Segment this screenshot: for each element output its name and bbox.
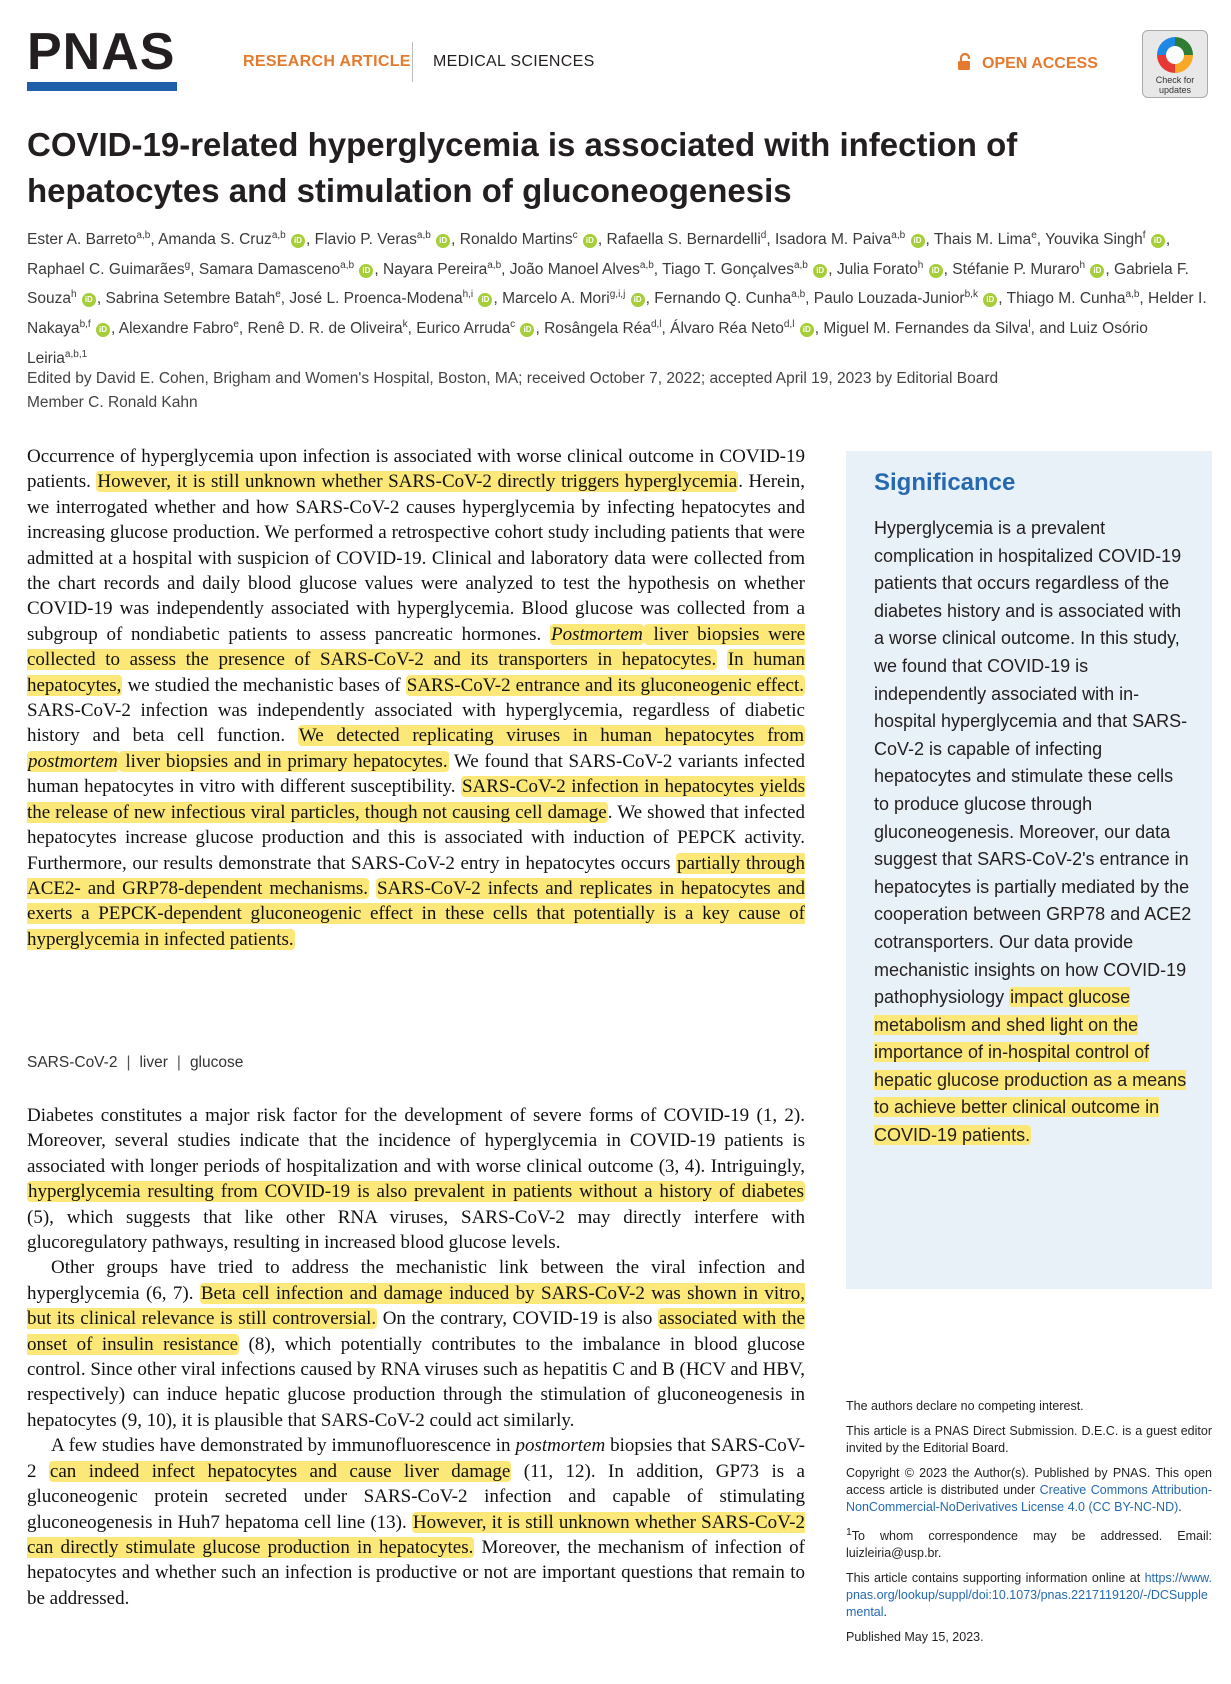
section-label[interactable]: MEDICAL SCIENCES: [433, 53, 595, 70]
highlighted-text: impact glucose metabolism and shed light on the importance of in-hospital control of hepatic glucose production as a means to achieve better clinical outcome in COVID-19 patients.: [874, 987, 1187, 1146]
text-run: [717, 649, 727, 670]
text-run: . Herein, we interrogated whether and how SARS-CoV-2 causes hyperglycemia by infecting hepatocytes and increasing glucose production. We performed a retrospective cohort study including patients that were admitted at a hospital with suspicion of COVID-19. Clinical and laboratory data were collected from the chart records and daily blood glucose values were analyzed to test the hypothesis on whether COVID-19 was independently associated with hyperglycemia. Blood glucose was collected from a subgroup of nondiabetic patients to assess pancreatic hormones.: [27, 471, 805, 645]
author-affiliation: l: [1028, 318, 1031, 330]
orcid-icon[interactable]: iD: [1090, 264, 1104, 278]
author-affiliation: c: [572, 230, 578, 241]
highlighted-text: SARS-CoV-2 infects and replicates in hepatocytes and exerts a PEPCK-dependent gluconeogenic effect in these cells that potentially is a key cause of hyperglycemia in infected patients.: [27, 877, 805, 950]
body-paragraph: [27, 1255, 805, 1433]
author-name[interactable]: Álvaro Réa Neto: [670, 320, 784, 338]
text-run: we studied the mechanistic bases of: [122, 674, 406, 696]
editorial-note: Edited by David E. Cohen, Brigham and Women's Hospital, Boston, MA; received October 7, 2022; accepted April 19, 2023 by Editorial Board Member C. Ronald Kahn: [27, 370, 999, 411]
orcid-icon[interactable]: iD: [96, 323, 110, 337]
author-name[interactable]: Youvika Singh: [1045, 231, 1143, 249]
article-title: COVID-19-related hyperglycemia is associated with infection of hepatocytes and stimulation of gluconeogenesis: [27, 126, 1018, 209]
author-name[interactable]: Miguel M. Fernandes da Silva: [823, 320, 1029, 338]
supplemental-link[interactable]: https://www.pnas.org/lookup/suppl/doi:10.1073/pnas.2217119120/-/DCSupplemental: [846, 1571, 1212, 1620]
author-name[interactable]: Samara Damasceno: [198, 260, 341, 278]
author-name[interactable]: Ester A. Barreto: [27, 231, 137, 249]
text-run: (5), which suggests that like other RNA viruses, SARS-CoV-2 may directly interfere with glucoregulatory pathways, resulting in increased blood glucose levels.: [27, 1206, 805, 1254]
author-affiliation: a,b: [791, 289, 806, 301]
orcid-icon[interactable]: iD: [82, 293, 96, 307]
author-name[interactable]: Nayara Pereira: [383, 260, 488, 278]
author-name[interactable]: Julia Forato: [836, 260, 918, 278]
keyword[interactable]: glucose: [189, 1054, 244, 1071]
author-name[interactable]: Gabriela F. Souza: [27, 260, 1189, 308]
highlighted-text: liver biopsies were collected to assess the presence of SARS-CoV-2 and its transporters in hepatocytes.: [27, 623, 805, 671]
author-affiliation: d,l: [783, 318, 795, 330]
abstract: [27, 444, 805, 952]
text-run: (8), which potentially contributes to the imbalance in blood glucose control. Since other viral infections caused by RNA viruses such as hepatitis C and B (HCV and HBV, respectively) can induce hepatic glucose production through the stimulation of gluconeogenesis in hepatocytes (9, 10), it is plausible that SARS-CoV-2 could act similarly.: [27, 1333, 805, 1431]
text-run: Hyperglycemia is a prevalent complication in hospitalized COVID-19 patients that occurs regardless of the diabetes history and is associated with a worse clinical outcome. In this study, we found that COVID-19 is independently associated with in-hospital hyperglycemia and that SARS-CoV-2 is capable of infecting hepatocytes and stimulate these cells to produce glucose through gluconeogenesis. Moreover, our data suggest that SARS-CoV-2's entrance in hepatocytes is partially mediated by the cooperation between GRP78 and ACE2 cotransporters. Our data provide mechanistic insights on how COVID-19 pathophysiology: [874, 518, 1192, 1008]
keyword[interactable]: SARS-CoV-2: [27, 1054, 118, 1071]
logo-underline: [27, 82, 177, 91]
open-access-label: OPEN ACCESS: [982, 55, 1098, 72]
author-affiliation: a,b: [891, 230, 906, 241]
check-updates-line1: Check for: [1155, 75, 1195, 85]
text-run: Diabetes constitutes a major risk factor for the development of severe forms of COVID-19 (1, 2). Moreover, several studies indicate that the incidence of hyperglycemia in COVID-19 patients is associated with longer periods of hospitalization and with worse clinical outcome (3, 4). Intriguingly,: [27, 1105, 805, 1177]
author-affiliation: a,b: [416, 230, 431, 241]
author-affiliation: f: [1142, 230, 1146, 241]
author-name[interactable]: Marcelo A. Mori: [502, 290, 610, 308]
orcid-icon[interactable]: iD: [631, 293, 645, 307]
correspondence-note: $^1$To whom correspondence may be addressed. Email: luizleiria@usp.br.: [846, 1527, 1212, 1561]
author-affiliation: h: [70, 289, 77, 301]
author-list: Ester A. Barreto$^{a,b}$, Amanda S. Cruz$^{a,b}$ iD , Flavio P. Veras$^{a,b}$ iD , Ronaldo Martins$^c$ iD , Rafaella S. Bernardelli$^d$, Isadora M. Paiva$^{a,b}$ iD , Thais M. Lima$^e$, Youvika Singh$^f$ iD , Raphael C. Guimarães$^g$, Samara Damasceno$^{a,b}$ iD , Nayara Pereira$^{a,b}$, João Manoel Alves$^{a,b}$, Tiago T. Gonçalves$^{a,b}$ iD , Julia Forato$^h$ iD , Stéfanie P. Muraro$^h$ iD , Gabriela F. Souza$^h$ iD , Sabrina Setembre Batah$^e$, José L. Proenca-Modena$^{h,i}$ iD , Marcelo A. Mori$^{g,i,j}$ iD , Fernando Q. Cunha$^{a,b}$, Paulo Louzada-Junior$^{b,k}$ iD , Thiago M. Cunha$^{a,b}$, Helder I. Nakaya$^{b,f}$ iD , Alexandre Fabro$^e$, Renê D. R. de Oliveira$^k$, Eurico Arruda$^c$ iD , Rosângela Réa$^{d,l}$, Álvaro Réa Neto$^{d,l}$ iD , Miguel M. Fernandes da Silva$^l$, and Luiz Osório Leiria$^{a,b,1}$: [27, 230, 1207, 367]
highlighted-text: partially through ACE2- and GRP78-dependent mechanisms.: [27, 852, 805, 899]
author-name[interactable]: Fernando Q. Cunha: [654, 290, 792, 308]
author-name[interactable]: Tiago T. Gonçalves: [662, 260, 794, 278]
text-run: Moreover, the mechanism of infection of hepatocytes and whether such an infection is productive or not are important questions that remain to be addressed.: [27, 1536, 805, 1609]
orcid-icon[interactable]: iD: [800, 323, 814, 337]
text-run: [369, 878, 376, 899]
text-run: . We showed that infected hepatocytes increase glucose production and this is associated with induction of PEPCK activity. Furthermore, our results demonstrate that SARS-CoV-2 entry in hepatocytes occurs: [27, 801, 805, 874]
author-affiliation: g: [184, 259, 191, 271]
text-run: Other groups have tried to address the mechanistic link between the viral infection and hyperglycemia (6, 7).: [27, 1257, 805, 1304]
article-type[interactable]: RESEARCH ARTICLE: [243, 53, 411, 70]
author-affiliation: b,f: [79, 318, 91, 330]
text-run: Occurrence of hyperglycemia upon infection is associated with worse clinical outcome in COVID-19 patients.: [27, 446, 805, 493]
author-name[interactable]: Luiz Osório Leiria: [27, 320, 1148, 367]
check-updates-icon: [1157, 37, 1193, 73]
author-name[interactable]: Stéfanie P. Muraro: [952, 260, 1080, 278]
author-name[interactable]: José L. Proenca-Modena: [289, 290, 463, 308]
open-lock-icon: [956, 53, 974, 76]
check-for-updates-button[interactable]: [1142, 30, 1208, 98]
author-affiliation: d,l: [650, 318, 662, 330]
copyright-note: Copyright © 2023 the Author(s). Published by PNAS. This open access article is distributed under Creative Commons Attribution-NonCommercial-NoDerivatives License 4.0 (CC BY-NC-ND).: [846, 1466, 1213, 1514]
keyword[interactable]: liver: [139, 1054, 168, 1071]
author-name[interactable]: Flavio P. Veras: [314, 231, 417, 249]
orcid-icon[interactable]: iD: [583, 234, 597, 248]
author-affiliation: a,b: [136, 230, 151, 241]
text-run: SARS-CoV-2 infection was independently associated with hyperglycemia, regardless of diabetic history and beta cell function.: [27, 700, 805, 747]
author-name[interactable]: Isadora M. Paiva: [774, 231, 892, 249]
author-affiliation: k: [402, 318, 408, 330]
highlighted-text: associated with the onset of insulin resistance: [27, 1308, 805, 1355]
text-run: We found that SARS-CoV-2 variants infected human hepatocytes in vitro with different susceptibility.: [27, 750, 806, 798]
author-affiliation: h,i: [462, 289, 474, 301]
author-name[interactable]: Renê D. R. de Oliveira: [247, 320, 403, 338]
highlighted-text: However, it is still unknown whether SARS-CoV-2 can directly stimulate glucose production in hepatocytes.: [27, 1511, 805, 1558]
orcid-icon[interactable]: iD: [291, 234, 305, 248]
journal-name: PNAS: [27, 23, 176, 81]
author-name[interactable]: Alexandre Fabro: [118, 320, 234, 338]
author-name[interactable]: Thais M. Lima: [933, 231, 1032, 249]
author-affiliation: e: [275, 289, 281, 301]
author-name[interactable]: Thiago M. Cunha: [1006, 290, 1126, 308]
author-name[interactable]: Rosângela Réa: [544, 320, 651, 338]
author-name[interactable]: Rafaella S. Bernardelli: [606, 231, 761, 249]
author-name[interactable]: Amanda S. Cruz: [158, 231, 272, 249]
highlighted-text: Postmortem: [551, 623, 643, 645]
supporting-info-note: This article contains supporting information online at https://www.pnas.org/lookup/suppl/doi:10.1073/pnas.2217119120/-/DCSupplemental.: [846, 1571, 1212, 1620]
author-affiliation: d: [760, 230, 767, 241]
highlighted-text: SARS-CoV-2 entrance and its gluconeogenic effect.: [406, 674, 804, 696]
author-affiliation: h: [1079, 259, 1086, 271]
text-run: A few studies have demonstrated by immunofluorescence in: [51, 1435, 516, 1457]
header-divider: [412, 42, 413, 82]
orcid-icon[interactable]: iD: [359, 264, 373, 278]
highlighted-text: can indeed infect hepatocytes and cause liver damage: [49, 1460, 511, 1482]
orcid-icon[interactable]: iD: [929, 264, 943, 278]
highlighted-text: Beta cell infection and damage induced by SARS-CoV-2 was shown in vitro, but its clinical relevance is still controversial.: [27, 1282, 805, 1330]
check-updates-line2: updates: [1158, 85, 1192, 95]
author-affiliation: a,b: [1125, 289, 1140, 301]
author-affiliation: e: [1031, 230, 1037, 241]
text-run: biopsies that SARS-CoV-2: [27, 1435, 806, 1482]
license-link[interactable]: Creative Commons Attribution-NonCommercial-NoDerivatives License 4.0 (CC BY-NC-ND): [846, 1483, 1213, 1514]
significance-box: [846, 451, 1212, 1289]
orcid-icon[interactable]: iD: [911, 234, 925, 248]
author-name[interactable]: Paulo Louzada-Junior: [813, 290, 965, 308]
orcid-icon[interactable]: iD: [1151, 234, 1165, 248]
highlighted-text: We detected replicating viruses in human hepatocytes from: [298, 725, 804, 747]
author-name[interactable]: Ronaldo Martins: [459, 231, 573, 249]
author-affiliation: a,b,1: [64, 348, 88, 360]
author-affiliation: g,i,j: [609, 289, 626, 301]
orcid-icon[interactable]: iD: [983, 293, 997, 307]
author-affiliation: a,b: [639, 259, 654, 271]
author-affiliation: a,b: [271, 230, 286, 241]
highlighted-text: hyperglycemia resulting from COVID-19 is also prevalent in patients without a history of diabetes: [28, 1181, 804, 1203]
text-run: postmortem: [515, 1435, 606, 1457]
highlighted-text: However, it is still unknown whether SARS-CoV-2 directly triggers hyperglycemia: [97, 471, 738, 493]
highlighted-text: liver biopsies and in primary hepatocytes.: [119, 750, 448, 772]
highlighted-text: postmortem: [28, 750, 118, 772]
body-paragraph: [27, 1103, 805, 1255]
author-name[interactable]: João Manoel Alves: [509, 260, 640, 278]
author-affiliation: a,b: [487, 259, 502, 271]
author-name[interactable]: Helder I. Nakaya: [27, 290, 1207, 338]
significance-text: [874, 515, 1192, 1150]
author-name[interactable]: Sabrina Setembre Batah: [105, 290, 276, 308]
highlighted-text: In human hepatocytes,: [27, 649, 806, 696]
text-run: (11, 12). In addition, GP73 is a gluconeogenic protein secreted under SARS-CoV-2 infection and capable of stimulating gluconeogenesis in Huh7 hepatoma cell line (13).: [27, 1460, 805, 1533]
direct-submission-note: This article is a PNAS Direct Submission. D.E.C. is a guest editor invited by the Editorial Board.: [846, 1424, 1212, 1455]
author-affiliation: b,k: [964, 289, 978, 301]
author-affiliation: e: [233, 318, 239, 330]
open-access-badge: [956, 53, 1098, 76]
pnas-logo[interactable]: [27, 23, 179, 91]
highlighted-text: SARS-CoV-2 infection in hepatocytes yields the release of new infectious viral particles, though not causing cell damage: [27, 776, 805, 823]
published-date: Published May 15, 2023.: [846, 1630, 984, 1645]
orcid-icon[interactable]: iD: [520, 323, 534, 337]
author-name[interactable]: Raphael C. Guimarães: [27, 260, 185, 278]
author-affiliation: a,b: [793, 259, 808, 271]
author-affiliation: h: [917, 259, 924, 271]
author-name[interactable]: Eurico Arruda: [416, 320, 511, 338]
body-paragraph: [27, 1433, 805, 1611]
orcid-icon[interactable]: iD: [436, 234, 450, 248]
author-affiliation: c: [510, 318, 516, 330]
orcid-icon[interactable]: iD: [478, 293, 492, 307]
keywords: SARS-CoV-2 | liver | glucose: [27, 1054, 244, 1071]
significance-heading: Significance: [874, 469, 1016, 496]
main-text: [27, 1103, 805, 1611]
footnotes: [846, 1398, 1212, 1654]
competing-interest: The authors declare no competing interest.: [846, 1399, 1084, 1413]
text-run: On the contrary, COVID-19 is also: [377, 1308, 658, 1330]
author-affiliation: a,b: [340, 259, 355, 271]
orcid-icon[interactable]: iD: [813, 264, 827, 278]
